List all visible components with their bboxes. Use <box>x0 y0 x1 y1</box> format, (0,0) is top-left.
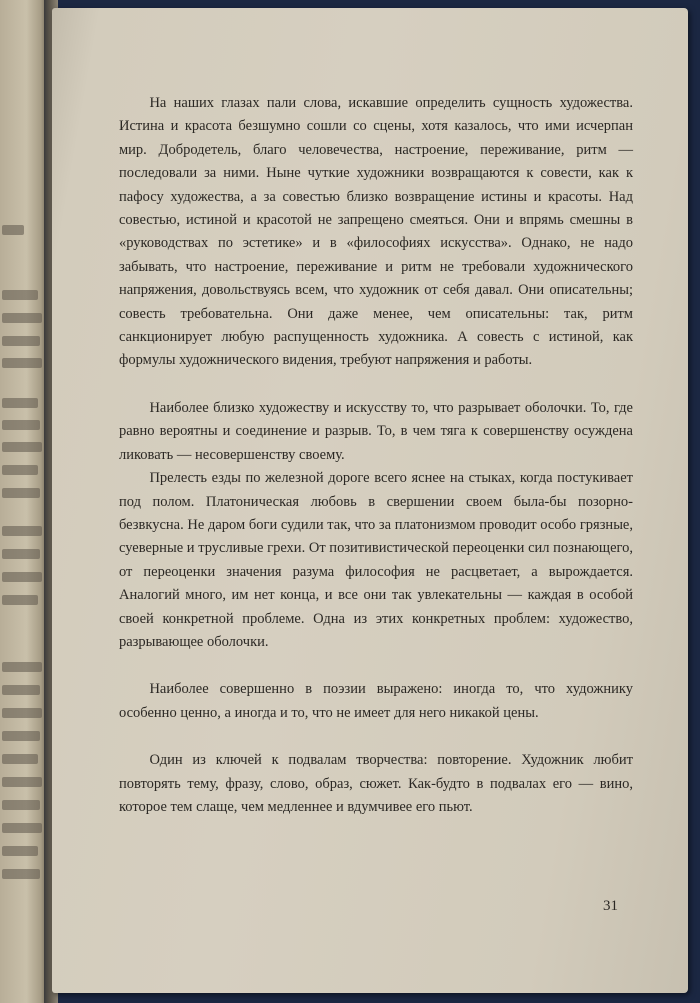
left-page-text-fragment <box>2 488 40 498</box>
left-page-text-fragment <box>2 800 40 810</box>
paragraph-gap <box>119 725 633 749</box>
left-facing-page <box>0 0 48 1003</box>
left-page-text-fragment <box>2 869 40 879</box>
page-number: 31 <box>603 898 618 914</box>
left-page-text-fragment <box>2 420 40 430</box>
left-page-text-fragment <box>2 465 38 475</box>
left-page-text-fragment <box>2 549 40 559</box>
left-page-text-fragment <box>2 754 38 764</box>
left-page-text-fragment <box>2 662 42 672</box>
left-page-text-fragment <box>2 358 42 368</box>
left-page-text-fragment <box>2 526 42 536</box>
left-page-text-fragment <box>2 595 38 605</box>
left-page-text-fragment <box>2 708 42 718</box>
paragraph: Наиболее совершенно в поэзии выражено: иногда то, что художнику особенно ценно, а иногда и то, что не имеет для него никакой цены. <box>119 681 633 721</box>
paragraph: Наиболее близко художеству и искусству то, что разрывает оболочки. То, где равно вероятны и соединение и разрыв. То, в чем тяга к совершенству осуждена ликовать — несовершенству своему. <box>119 399 633 463</box>
left-page-text-fragment <box>2 731 40 741</box>
left-page-text-fragment <box>2 442 42 452</box>
left-page-text-fragment <box>2 685 40 695</box>
paragraph-gap <box>119 654 633 678</box>
book-page <box>52 8 688 993</box>
paragraph: Прелесть езды по железной дороге всего яснее на стыках, когда постукивает под полом. Платоническая любовь в свершении своем была-бы позорно-безвкусна. Не даром боги судили так, что за платонизмом проводит особо грязные, суеверные и трусливые грехи. От позитивистической переоценки сил познающего, от переоценки значения разума философия не расцветает, а вырождается. Аналогий много, им нет конца, и все они так увлекательны — каждая в особой своей конкретной проблеме. Одна из этих конкретных проблем: художество, разрывающее оболочки. <box>119 470 633 650</box>
left-page-text-fragment <box>2 823 42 833</box>
left-page-text-fragment <box>2 313 42 323</box>
left-page-text-fragment <box>2 777 42 787</box>
left-page-text-fragment <box>2 336 40 346</box>
page-text <box>119 92 633 819</box>
paragraph-gap <box>119 373 633 397</box>
left-page-text-fragment <box>2 398 38 408</box>
left-page-text-fragment <box>2 225 24 235</box>
left-page-text-fragment <box>2 846 38 856</box>
left-page-text-fragment <box>2 290 38 300</box>
paragraph: На наших глазах пали слова, искавшие определить сущность художества. Истина и красота безшумно сошли со сцены, хотя казалось, что ими исчерпан мир. Добродетель, благо человечества, настроение, переживание, ритм — последовали за ними. Ныне чуткие художники возвращаются к совести, как к пафосу художества, а за совестью близко возвращение истины и красоты. Над совестью, истиной и красотой не запрещено смеяться. Они и впрямь смешны в «руководствах по эстетике» и в «философиях искусства». Однако, не надо забывать, что настроение, переживание и ритм не требовали художнического напряжения, довольствуясь всем, что художник от себя давал. Они описательны; совесть требовательна. Они даже менее, чем описательны: так, ритм санкционирует любую распущенность художника. А совесть с истиной, как формулы художнического видения, требуют напряжения и работы. <box>119 95 633 369</box>
left-page-text-fragment <box>2 572 42 582</box>
paragraph: Один из ключей к подвалам творчества: повторение. Художник любит повторять тему, фразу, слово, образ, сюжет. Как-будто в подвалах его — вино, которое тем слаще, чем медленнее и вдумчивее его пьют. <box>119 752 633 815</box>
